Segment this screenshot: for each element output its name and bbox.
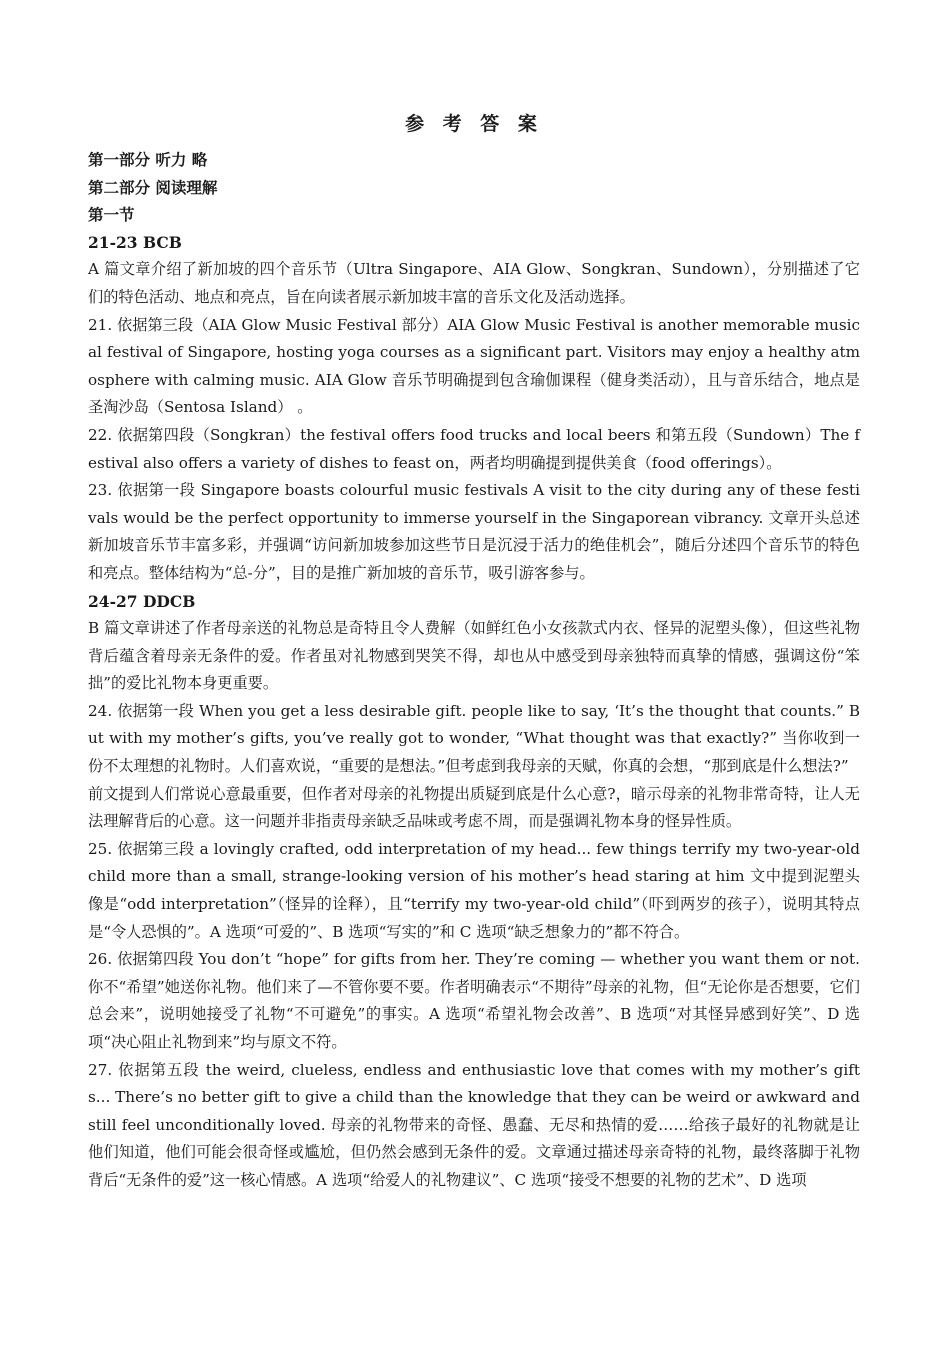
passage-a-summary: A 篇文章介绍了新加坡的四个音乐节（Ultra Singapore、AIA Glow、Songkran、Sundown），分别描述了它们的特色活动、地点和亮点，旨在向读者展示新加坡丰富的音乐文化及活动选择。 <box>88 260 860 306</box>
question-25-explanation: 25. 依据第三段 a lovingly crafted, odd interpretation of my head... few things terrify my two-year-old child more than a small, strange-looking version of his mother’s head staring at him 文中提到泥塑头像是“odd interpretation”（怪异的诠释），且“terrify my two-year-old child”（吓到两岁的孩子），说明其特点是“令人恐惧的”。A 选项“可爱的”、B 选项“写实的”和 C 选项“缺乏想象力的”都不符合。 <box>88 839 860 941</box>
part1-heading: 第一部分 听力 略 <box>88 150 208 169</box>
question-21-explanation: 21. 依据第三段（AIA Glow Music Festival 部分）AIA Glow Music Festival is another memorable musical festival of Singapore, hosting yoga courses as a significant part. Visitors may enjoy a healthy atmosphere with calming music. AIA Glow 音乐节明确提到包含瑜伽课程（健身类活动），且与音乐结合，地点是 圣淘沙岛（Sentosa Island） 。 <box>88 315 860 417</box>
answer-document <box>88 110 860 1195</box>
question-26-explanation: 26. 依据第四段 You don’t “hope” for gifts from her. They’re coming — whether you want them or not. 你不“希望”她送你礼物。他们来了—不管你要不要。作者明确表示“不期待”母亲的礼物，但“无论你是否想要，它们总会来”，说明她接受了礼物“不可避免”的事实。A 选项“希望礼物会改善”、B 选项“对其怪异感到好笑”、D 选项“决心阻止礼物到来”均与原文不符。 <box>88 950 860 1051</box>
question-23-explanation: 23. 依据第一段 Singapore boasts colourful music festivals A visit to the city during any of these festivals would be the perfect opportunity to immerse yourself in the Singaporean vibrancy. 文章开头总述新加坡音乐节丰富多彩，并强调“访问新加坡参加这些节日是沉浸于活力的绝佳机会”，随后分述四个音乐节的特色和亮点。整体结构为“总-分”，目的是推广新加坡的音乐节，吸引游客参与。 <box>88 481 860 582</box>
page-title: 参 考 答 案 <box>405 113 543 135</box>
question-24-analysis: 前文提到人们常说心意最重要，但作者对母亲的礼物提出质疑到底是什么心意?，暗示母亲的礼物非常奇特，让人无法理解背后的心意。这一问题并非指责母亲缺乏品味或考虑不周，而是强调礼物本身的怪异性质。 <box>88 784 860 831</box>
question-22-explanation: 22. 依据第四段（Songkran）the festival offers food trucks and local beers 和第五段（Sundown）The festival also offers a variety of dishes to feast on，两者均明确提到提供美食（food offerings）。 <box>88 425 860 472</box>
passage-b-summary: B 篇文章讲述了作者母亲送的礼物总是奇特且令人费解（如鲜红色小女孩款式内衣、怪异的泥塑头像），但这些礼物背后蕴含着母亲无条件的爱。作者虽对礼物感到哭笑不得，却也从中感受到母亲独特而真挚的情感，强调这份“笨拙”的爱比礼物本身更重要。 <box>88 619 860 693</box>
part2-heading: 第二部分 阅读理解 <box>88 177 218 197</box>
question-27-explanation: 27. 依据第五段 the weird, clueless, endless and enthusiastic love that comes with my mother’s gifts... There’s no better gift to give a child than the knowledge that they can be weird or awkward and still feel unconditionally loved. 母亲的礼物带来的奇怪、愚蠢、无尽和热情的爱……给孩子最好的礼物就是让他们知道，他们可能会很奇怪或尴尬，但仍然会感到无条件的爱。文章通过描述母亲奇特的礼物，最终落脚于礼物背后“无条件的爱”这一核心情感。A 选项“给爱人的礼物建议”、C 选项“接受不想要的礼物的艺术”、D 选项 <box>88 1060 860 1189</box>
answer-group-a: 21-23 BCB <box>88 232 182 252</box>
section1-heading: 第一节 <box>88 205 135 225</box>
answer-group-b: 24-27 DDCB <box>88 591 196 611</box>
question-24-explanation: 24. 依据第一段 When you get a less desirable gift. people like to say, ‘It’s the thought that counts.” But with my mother’s gifts, you’ve really got to wonder, “What thought was that exactly?” 当你收到一份不太理想的礼物时。人们喜欢说，“重要的是想法。”但考虑到我母亲的天赋，你真的会想，“那到底是什么想法?” <box>88 701 860 776</box>
